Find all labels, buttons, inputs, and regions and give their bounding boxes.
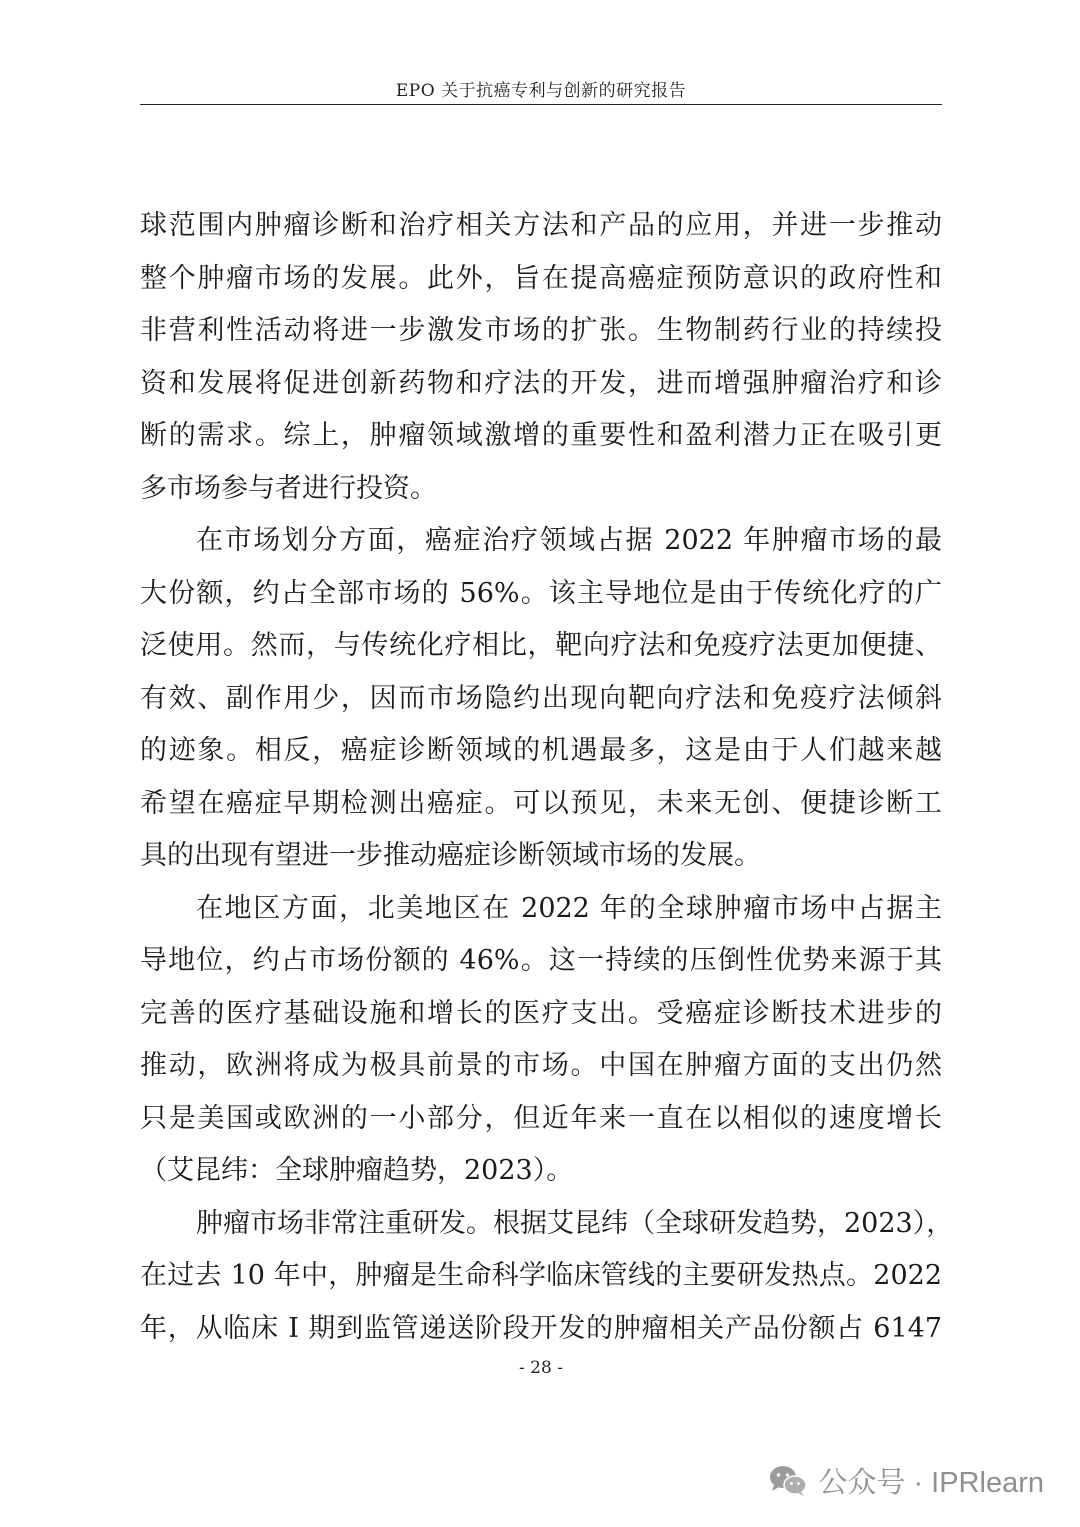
body-text xyxy=(140,200,954,1355)
text-line: 只是美国或欧洲的一小部分，但近年来一直在以相似的速度增长 xyxy=(140,1102,942,1134)
text-line: 希望在癌症早期检测出癌症。可以预见，未来无创、便捷诊断工 xyxy=(140,787,942,819)
text-line: 断的需求。综上，肿瘤领域激增的重要性和盈利潜力正在吸引更 xyxy=(140,420,942,451)
text-line: 完善的医疗基础设施和增长的医疗支出。受癌症诊断技术进步的 xyxy=(140,997,942,1029)
text-line: 资和发展将促进创新药物和疗法的开发，进而增强肿瘤治疗和诊 xyxy=(140,367,942,399)
text-line: 有效、副作用少，因而市场隐约出现向靶向疗法和免疫疗法倾斜 xyxy=(140,682,942,714)
text-line: 大份额，约占全部市场的 56%。该主导地位是由于传统化疗的广 xyxy=(140,577,942,609)
text-line: 导地位，约占市场份额的 46%。这一持续的压倒性优势来源于其 xyxy=(140,945,942,976)
running-header: EPO 关于抗癌专利与创新的研究报告 xyxy=(395,81,687,101)
text-line: 的迹象。相反，癌症诊断领域的机遇最多，这是由于人们越来越 xyxy=(140,735,942,766)
text-line: （艾昆纬：全球肿瘤趋势，2023）。 xyxy=(140,1155,574,1186)
text-line: 非营利性活动将进一步激发市场的扩张。生物制药行业的持续投 xyxy=(140,315,942,346)
text-line: 在过去 10 年中，肿瘤是生命科学临床管线的主要研发热点。2022 xyxy=(140,1260,942,1291)
text-line: 肿瘤市场非常注重研发。根据艾昆纬（全球研发趋势，2023）， xyxy=(196,1207,954,1239)
watermark-text: 公众号 · IPRlearn xyxy=(818,1467,1044,1499)
text-line: 在地区方面，北美地区在 2022 年的全球肿瘤市场中占据主 xyxy=(196,892,942,924)
text-line: 具的出现有望进一步推动癌症诊断领域市场的发展。 xyxy=(140,840,761,871)
text-line: 在市场划分方面，癌症治疗领域占据 2022 年肿瘤市场的最 xyxy=(196,525,942,556)
text-line: 球范围内肿瘤诊断和治疗相关方法和产品的应用，并进一步推动 xyxy=(140,210,942,241)
text-line: 年，从临床 I 期到监管递送阶段开发的肿瘤相关产品份额占 6147 xyxy=(140,1312,942,1344)
text-line: 泛使用。然而，与传统化疗相比，靶向疗法和免疫疗法更加便捷、 xyxy=(140,630,942,661)
page-number: - 28 - xyxy=(519,1358,563,1378)
text-line: 整个肿瘤市场的发展。此外，旨在提高癌症预防意识的政府性和 xyxy=(140,262,942,294)
text-line: 推动，欧洲将成为极具前景的市场。中国在肿瘤方面的支出仍然 xyxy=(140,1050,942,1081)
header-rule xyxy=(140,104,942,105)
wechat-icon xyxy=(768,1464,808,1498)
text-line: 多市场参与者进行投资。 xyxy=(140,472,437,504)
watermark xyxy=(768,1460,1044,1501)
